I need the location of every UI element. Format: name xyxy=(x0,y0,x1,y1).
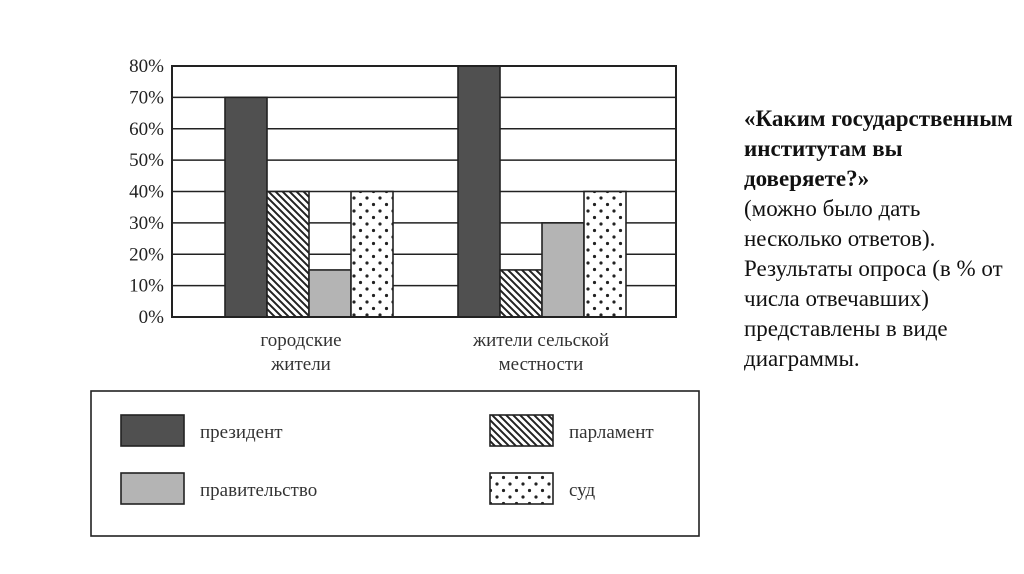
bar-3-1 xyxy=(584,192,626,318)
y-tick-label: 60% xyxy=(129,118,164,140)
bar-0-0 xyxy=(225,97,267,317)
question-body: (можно было дать несколько ответов). Результаты опроса (в % от числа отвечавших) представлены в виде диаграммы. xyxy=(744,196,1003,371)
bar-2-1 xyxy=(542,223,584,317)
y-tick-label: 40% xyxy=(129,181,164,203)
y-tick-label: 70% xyxy=(129,87,164,109)
legend-swatch xyxy=(121,415,184,446)
bar-0-1 xyxy=(458,66,500,317)
legend-swatch xyxy=(490,473,553,504)
y-tick-label: 20% xyxy=(129,244,164,266)
y-tick-label: 30% xyxy=(129,212,164,234)
x-axis-categories xyxy=(260,330,609,375)
bar-1-0 xyxy=(267,192,309,318)
y-tick-label: 50% xyxy=(129,150,164,172)
legend-label: правительство xyxy=(200,480,318,501)
y-tick-label: 80% xyxy=(129,56,164,77)
legend-box xyxy=(91,391,699,536)
question-title: «Каким государственным институтам вы доверяете?» xyxy=(744,106,1013,191)
y-tick-label: 10% xyxy=(129,275,164,297)
legend-label: парламент xyxy=(569,422,654,443)
legend xyxy=(91,391,699,536)
y-tick-label: 0% xyxy=(138,307,164,328)
bar-1-1 xyxy=(500,270,542,317)
category-label: жители сельской местности xyxy=(472,330,610,375)
y-axis-ticks xyxy=(129,56,164,328)
legend-swatch xyxy=(490,415,553,446)
category-label: городские жители xyxy=(260,330,342,375)
legend-swatch xyxy=(121,473,184,504)
legend-label: президент xyxy=(200,422,283,443)
question-caption xyxy=(744,104,1014,374)
legend-label: суд xyxy=(569,480,596,501)
bar-3-0 xyxy=(351,192,393,318)
bar-2-0 xyxy=(309,270,351,317)
